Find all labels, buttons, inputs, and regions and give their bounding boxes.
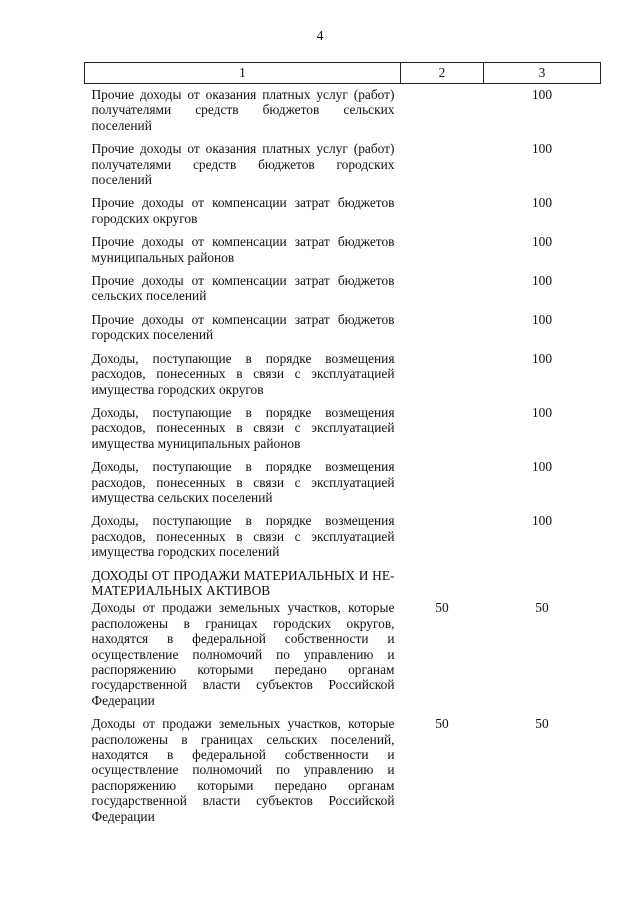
row-value-col3: 100: [531, 513, 553, 529]
row-description: Прочие доходы от компенсации затрат бюджетов сельских поселений: [91, 273, 395, 304]
row-value-col2: [401, 312, 484, 351]
table-row: [85, 716, 601, 832]
column-header-3: 3: [484, 63, 601, 84]
row-description: Прочие доходы от компенсации затрат бюджетов городских округов: [91, 195, 395, 226]
row-value-col2: 50: [435, 716, 449, 732]
table-row: [85, 459, 601, 513]
table-row: [85, 141, 601, 195]
row-value-col2: 50: [435, 600, 449, 616]
table-row: [85, 513, 601, 567]
row-description: Доходы, поступающие в порядке возмещения расходов, понесенных в связи с эксплуатацией имущества муниципальных районов: [91, 404, 395, 451]
row-value-col3: 100: [531, 273, 553, 289]
table-section-row: [85, 568, 601, 601]
row-value-col2: [401, 84, 484, 142]
row-description: Прочие доходы от оказания платных услуг (работ) получателями средств бюджетов городских поселений: [91, 141, 395, 188]
row-value-col2: [401, 568, 484, 601]
row-description: Доходы, поступающие в порядке возмещения расходов, понесенных в связи с эксплуатацией имущества городских округов: [91, 350, 395, 397]
row-value-col2: [401, 141, 484, 195]
row-value-col2: [401, 195, 484, 234]
row-value-col3: 50: [535, 600, 549, 616]
row-value-col2: [401, 513, 484, 567]
table-row: [85, 234, 601, 273]
table-row: [85, 273, 601, 312]
column-header-2: 2: [401, 63, 484, 84]
column-header-1: 1: [85, 63, 401, 84]
row-description: Прочие доходы от оказания платных услуг (работ) получателями средств бюджетов сельских поселений: [91, 87, 395, 133]
table-row: [85, 600, 601, 716]
table-header-row: [85, 63, 601, 84]
row-value-col2: [401, 351, 484, 405]
row-description: ДОХОДЫ ОТ ПРОДАЖИ МАТЕРИАЛЬНЫХ И НЕМАТЕРИАЛЬНЫХ АКТИВОВ: [91, 567, 395, 598]
row-value-col3: 100: [531, 87, 553, 102]
row-value-col3: 50: [535, 716, 549, 732]
table-row: [85, 351, 601, 405]
row-description: Доходы, поступающие в порядке возмещения расходов, понесенных в связи с эксплуатацией имущества городских поселений: [91, 513, 395, 560]
row-value-col3: 100: [531, 350, 553, 366]
page-number: 4: [316, 29, 324, 44]
row-value-col3: 100: [531, 459, 553, 475]
revenue-table: [84, 62, 601, 832]
row-description: Доходы, поступающие в порядке возмещения расходов, понесенных в связи с эксплуатацией имущества сельских поселений: [91, 459, 395, 505]
row-value-col3: [484, 568, 601, 601]
table-row: [85, 312, 601, 351]
row-description: Прочие доходы от компенсации затрат бюджетов городских поселений: [91, 311, 395, 343]
table-row: [85, 84, 601, 142]
row-value-col3: 100: [531, 311, 553, 327]
row-value-col2: [401, 459, 484, 513]
row-value-col2: [401, 405, 484, 459]
table-row: [85, 405, 601, 459]
row-description: Доходы от продажи земельных участков, которые расположены в границах городских округов, находятся в федеральной собственности и осуществление полномочий по управлению и распоряжению которыми передано органам государственной власти субъектов Российской Федерации: [91, 600, 395, 708]
row-value-col3: 100: [531, 234, 553, 250]
row-value-col3: 100: [531, 195, 553, 211]
row-description: Прочие доходы от компенсации затрат бюджетов муниципальных районов: [91, 234, 395, 265]
row-value-col2: [401, 234, 484, 273]
table-body: [85, 84, 601, 833]
row-value-col2: [401, 273, 484, 312]
row-value-col3: 100: [531, 141, 553, 157]
row-value-col3: 100: [531, 404, 553, 420]
row-description: Доходы от продажи земельных участков, которые расположены в границах сельских поселений, находятся в федеральной собственности и осуществление полномочий по управлению и распоряжению которыми передано органам государственной власти субъектов Российской Федерации: [91, 716, 395, 824]
table-row: [85, 195, 601, 234]
